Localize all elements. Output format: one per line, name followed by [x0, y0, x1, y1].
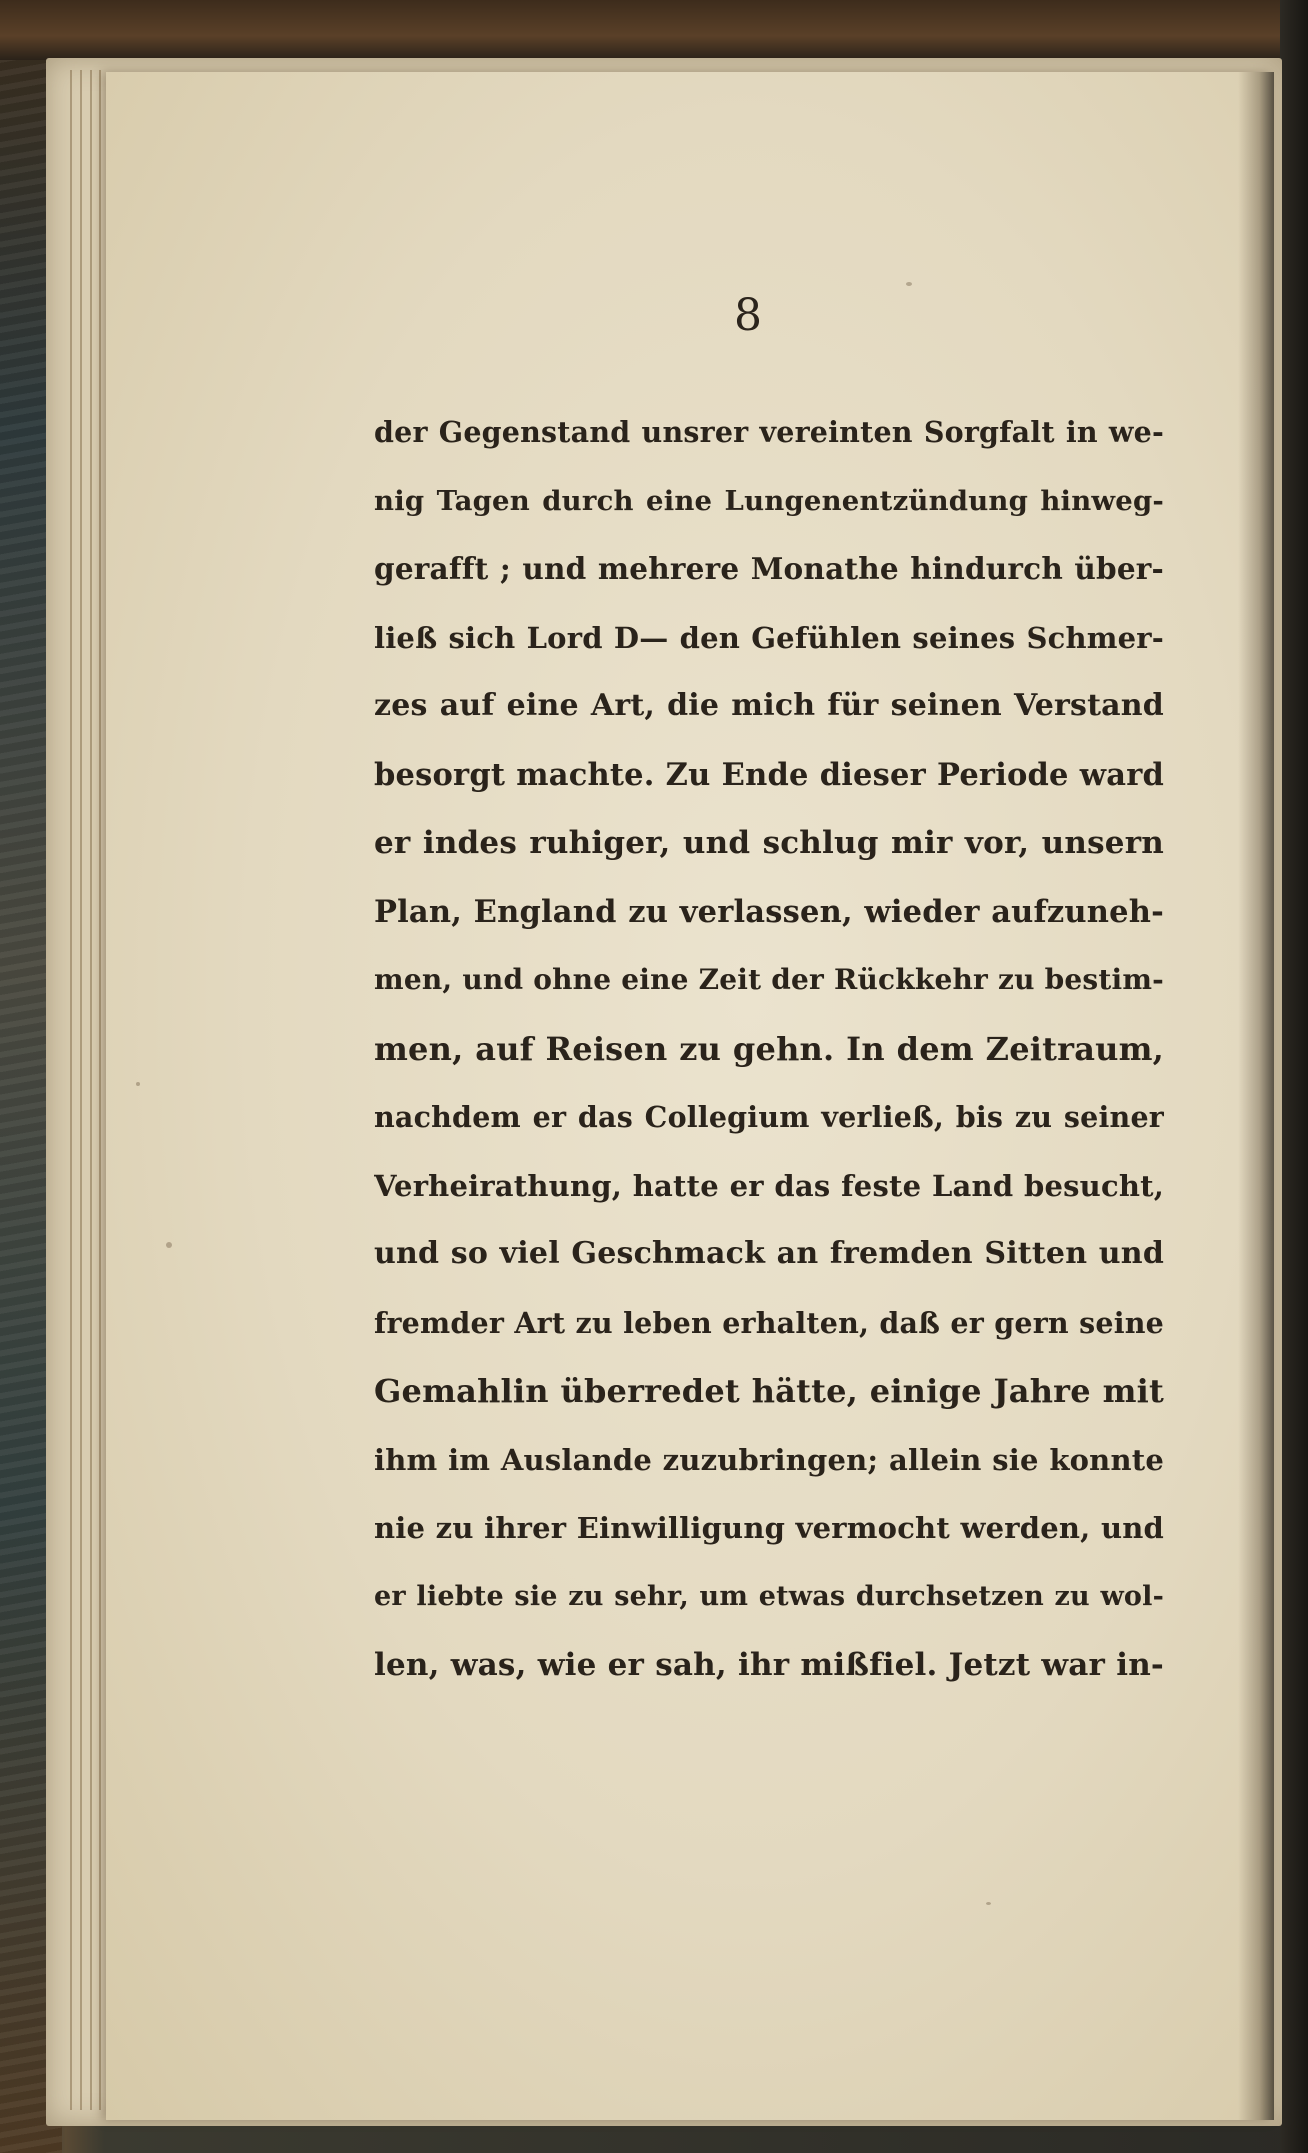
text-line: gerafft ; und mehrere Monathe hindurch über-: [374, 551, 1164, 586]
text-line: nachdem er das Collegium verließ, bis zu seiner: [374, 1100, 1164, 1134]
text-line: Plan, England zu verlassen, wieder aufzuneh-: [374, 893, 1164, 930]
text-line: men, auf Reisen zu gehn. In dem Zeitraum,: [374, 1029, 1164, 1068]
paper-speck: [136, 1082, 140, 1086]
book-cover-right: [1280, 0, 1308, 2153]
text-line: Verheirathung, hatte er das feste Land besucht,: [374, 1168, 1164, 1203]
paper-speck: [166, 1242, 172, 1248]
page-edge: [90, 70, 92, 2110]
page-edge: [80, 70, 82, 2110]
page-edge: [99, 70, 101, 2110]
text-line: Gemahlin überredet hätte, einige Jahre mit: [374, 1372, 1164, 1410]
text-line: fremder Art zu leben erhalten, daß er gern seine: [374, 1305, 1164, 1340]
page-edge: [70, 70, 72, 2110]
text-line: nig Tagen durch eine Lungenentzündung hinweg-: [374, 484, 1164, 517]
text-line: er indes ruhiger, und schlug mir vor, unsern: [374, 825, 1164, 861]
text-line: besorgt machte. Zu Ende dieser Periode ward: [374, 756, 1164, 793]
text-line: ihm im Auslande zuzubringen; allein sie konnte: [374, 1442, 1164, 1477]
text-line: men, und ohne eine Zeit der Rückkehr zu bestim-: [374, 963, 1164, 996]
page-text: [374, 398, 1164, 1700]
text-line: er liebte sie zu sehr, um etwas durchsetzen zu wol-: [374, 1580, 1164, 1612]
page-gutter-shadow: [1238, 72, 1274, 2120]
text-line: ließ sich Lord D— den Gefühlen seines Schmer-: [374, 620, 1164, 655]
text-line: len, was, wie er sah, ihr mißfiel. Jetzt war in-: [374, 1647, 1164, 1683]
paper-speck: [986, 1902, 991, 1905]
paper-speck: [906, 282, 912, 286]
page-number: 8: [734, 290, 762, 341]
text-line: und so viel Geschmack an fremden Sitten und: [374, 1236, 1164, 1271]
text-line: zes auf eine Art, die mich für seinen Verstand: [374, 688, 1164, 723]
text-line: der Gegenstand unsrer vereinten Sorgfalt in we-: [374, 415, 1164, 449]
book-cover-top: [0, 0, 1308, 60]
text-line: nie zu ihrer Einwilligung vermocht werden, und: [374, 1511, 1164, 1545]
